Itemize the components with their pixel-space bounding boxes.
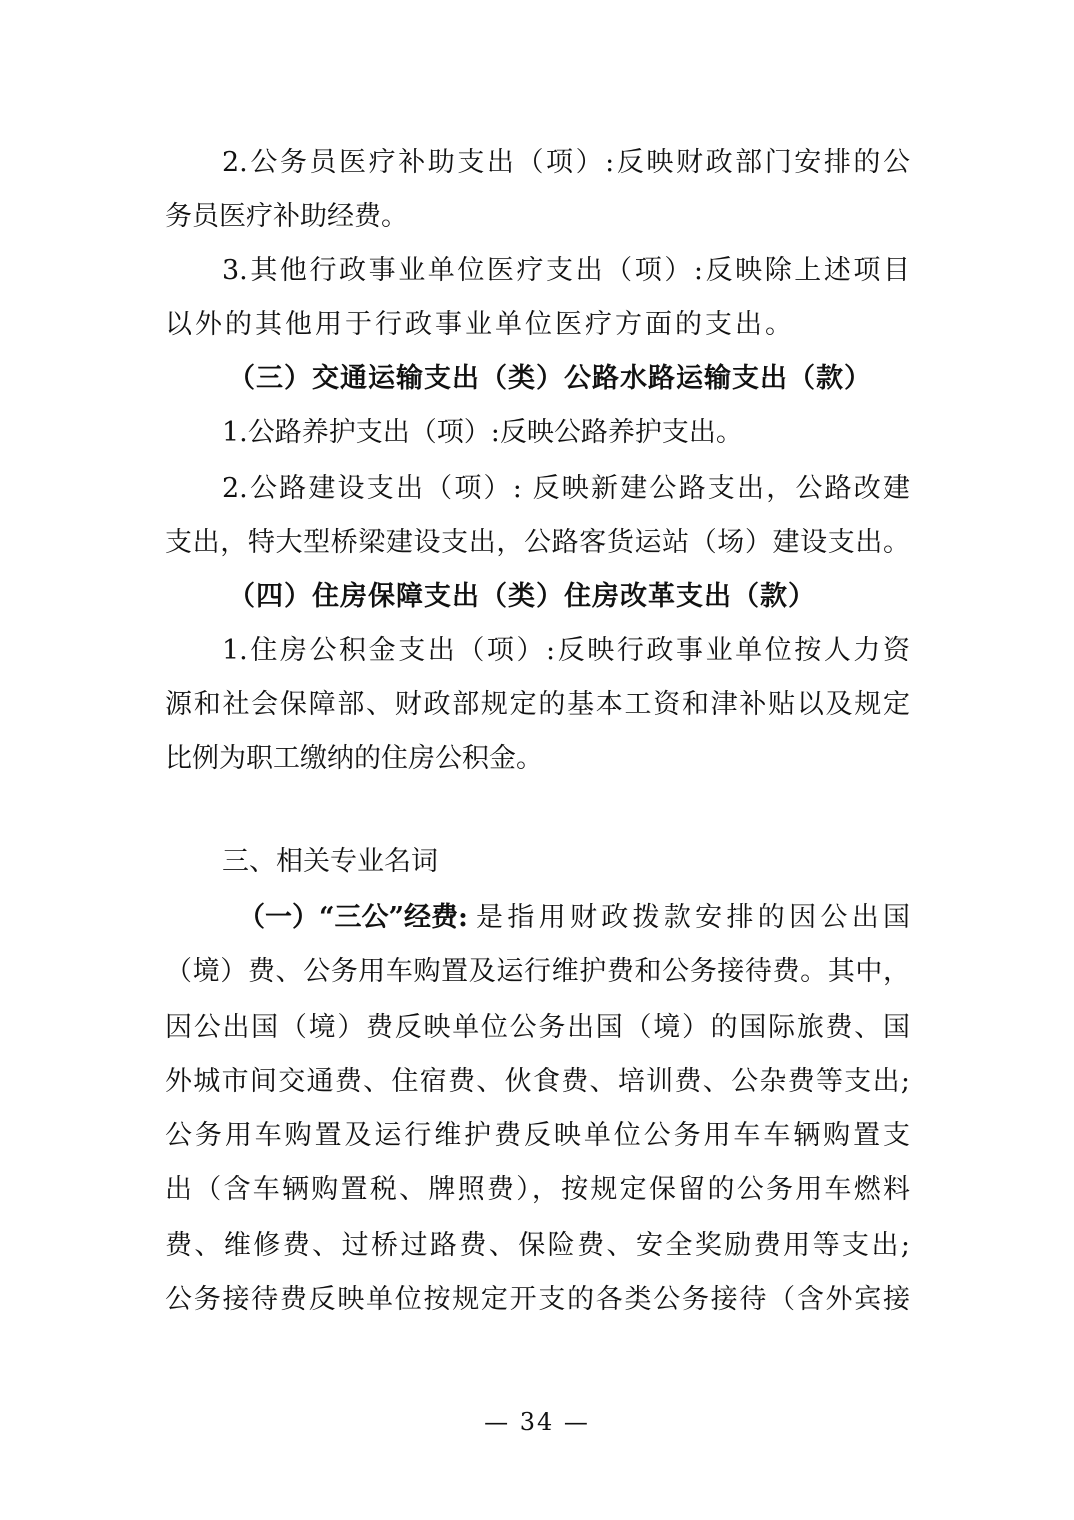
page-number: — 34 — [484, 1408, 590, 1436]
text-line: 比例为职工缴纳的住房公积金。 [165, 743, 543, 774]
text-line: 出（含车辆购置税、牌照费），按规定保留的公务用车燃料 [165, 1174, 910, 1205]
chapter-heading: 三、相关专业名词 [222, 846, 438, 877]
text-line: 支出，特大型桥梁建设支出，公路客货运站（场）建设支出。 [165, 527, 910, 558]
text-line: 3.其他行政事业单位医疗支出（项）:反映除上述项目 [222, 255, 910, 286]
text-line: 外城市间交通费、住宿费、伙食费、培训费、公杂费等支出; [165, 1066, 910, 1097]
text-line: 因公出国（境）费反映单位公务出国（境）的国际旅费、国 [165, 1012, 910, 1043]
text-line: 源和社会保障部、财政部规定的基本工资和津补贴以及规定 [165, 689, 910, 720]
text-line: 公务接待费反映单位按规定开支的各类公务接待（含外宾接 [165, 1284, 910, 1315]
text-line [238, 901, 910, 935]
text-line: 1.公路养护支出（项）:反映公路养护支出。 [222, 417, 743, 448]
text-line: 务员医疗补助经费。 [165, 201, 408, 232]
section-heading: （三）交通运输支出（类）公路水路运输支出（款） [228, 363, 872, 394]
text-line: 2.公路建设支出（项）: 反映新建公路支出，公路改建 [222, 473, 910, 504]
text-line: 2.公务员医疗补助支出（项）:反映财政部门安排的公 [222, 147, 910, 178]
text-line: 1.住房公积金支出（项）:反映行政事业单位按人力资 [222, 635, 910, 666]
text-line: 公务用车购置及运行维护费反映单位公务用车车辆购置支 [165, 1120, 910, 1151]
text-line: 以外的其他用于行政事业单位医疗方面的支出。 [165, 309, 795, 340]
term-label: （一）“三公”经费: [238, 902, 469, 933]
section-heading: （四）住房保障支出（类）住房改革支出（款） [228, 581, 816, 612]
text-line: （境）费、公务用车购置及运行维护费和公务接待费。其中， [165, 956, 910, 987]
term-definition: 是指用财政拨款安排的因公出国 [476, 902, 910, 933]
text-line: 费、维修费、过桥过路费、保险费、安全奖励费用等支出; [165, 1230, 910, 1261]
